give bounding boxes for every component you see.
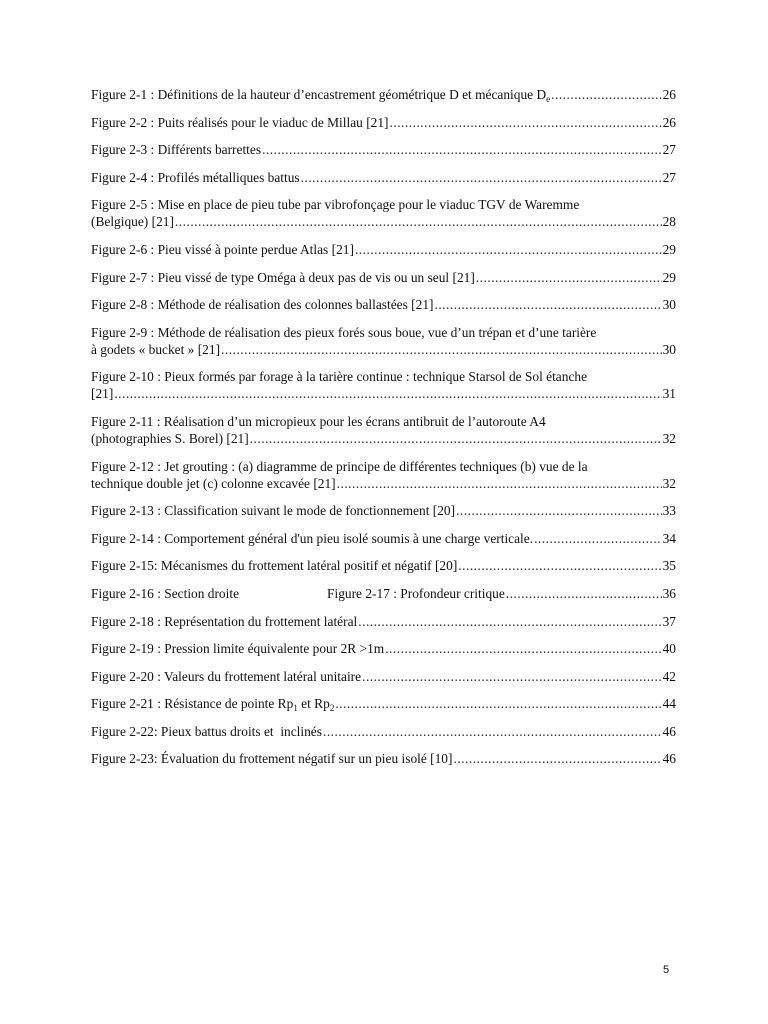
toc-entry-line1: Figure 2-5 : Mise en place de pieu tube par vibrofonçage pour le viaduc TGV de Waremme xyxy=(91,197,580,213)
toc-entry-page: 46 xyxy=(662,751,676,767)
toc-entry-text: Figure 2-7 : Pieu vissé de type Oméga à deux pas de vis ou un seul [21] xyxy=(91,269,475,285)
toc-entry-text: technique double jet (c) colonne excavée [21] xyxy=(91,475,336,491)
dot-leader xyxy=(250,430,662,447)
toc-entry-line1: Figure 2-9 : Méthode de réalisation des pieux forés sous boue, vue d’un trépan et d’une tarière xyxy=(91,324,597,340)
dot-leader xyxy=(506,585,662,602)
toc-entry-line1: Figure 2-11 : Réalisation d’un micropieux pour les écrans antibruit de l’autoroute A4 xyxy=(91,413,546,429)
dot-leader xyxy=(434,296,661,313)
toc-entry-text: Figure 2-17 : Profondeur critique xyxy=(327,585,505,601)
dot-leader xyxy=(358,613,661,630)
dot-leader xyxy=(221,341,662,358)
toc-entry-text: Figure 2-13 : Classification suivant le mode de fonctionnement [20] xyxy=(91,503,456,519)
toc-entry-page: 28 xyxy=(662,214,676,230)
toc-entry-text: Figure 2-2 : Puits réalisés pour le viaduc de Millau [21] xyxy=(91,114,389,130)
dot-leader xyxy=(385,640,661,657)
toc-entry-text: Figure 2-1 : Définitions de la hauteur d’encastrement géométrique D et mécanique D xyxy=(91,87,547,102)
toc-entry-text-2: et Rp xyxy=(297,696,330,712)
toc-entry-page: 26 xyxy=(662,87,676,102)
toc-entry-page: 34 xyxy=(662,530,676,546)
toc-entry-page: 42 xyxy=(662,668,676,684)
toc-entry-figure-2-11[interactable] xyxy=(91,413,676,447)
toc-entry-page: 33 xyxy=(662,503,676,519)
dot-leader xyxy=(551,86,661,103)
toc-entry-page: 36 xyxy=(662,585,676,601)
dot-leader xyxy=(362,668,662,685)
dot-leader xyxy=(390,114,662,131)
dot-leader xyxy=(456,502,662,519)
toc-entry-figure-2-10[interactable] xyxy=(91,368,676,402)
toc-entry-page: 29 xyxy=(662,241,676,257)
dot-leader xyxy=(301,169,662,186)
toc-entry-subscript: e xyxy=(546,94,551,104)
toc-entry-text: Figure 2-15: Mécanismes du frottement latéral positif et négatif [20] xyxy=(91,558,458,574)
toc-entry-text: Figure 2-19 : Pression limite équivalente pour 2R >1m xyxy=(91,641,385,657)
page-number: 5 xyxy=(663,964,670,976)
dot-leader xyxy=(323,723,662,740)
dot-leader xyxy=(337,475,662,492)
toc-entry-text: Figure 2-22: Pieux battus droits et inclinés xyxy=(91,723,322,739)
toc-entry-page: 44 xyxy=(662,696,676,712)
toc-entry-page: 40 xyxy=(662,641,676,657)
toc-entry-page: 32 xyxy=(662,475,676,491)
toc-entry-figure-2-13[interactable] xyxy=(91,502,676,519)
toc-entry-page: 31 xyxy=(662,386,676,402)
dot-leader xyxy=(458,557,661,574)
dot-leader xyxy=(476,269,662,286)
toc-entry-text: Figure 2-3 : Différents barrettes xyxy=(91,142,262,158)
toc-entry-text: Figure 2-23: Évaluation du frottement négatif sur un pieu isolé [10] xyxy=(91,751,453,767)
toc-entry-text: Figure 2-20 : Valeurs du frottement latéral unitaire xyxy=(91,668,362,684)
toc-entry-page: 37 xyxy=(662,613,676,629)
toc-entry-figure-2-5[interactable] xyxy=(91,196,676,230)
toc-entry-figure-2-9[interactable] xyxy=(91,324,676,358)
toc-entry-line1: Figure 2-12 : Jet grouting : (a) diagramme de principe de différentes techniques (b) vue de la xyxy=(91,458,588,474)
toc-entry-figure-2-2[interactable] xyxy=(91,114,676,131)
toc-entry-subscript-2: 2 xyxy=(329,703,335,714)
toc-entry-first-text: Figure 2-16 : Section droite xyxy=(91,585,240,601)
toc-entry-figure-2-12[interactable] xyxy=(91,458,676,492)
toc-entry-figure-2-6[interactable] xyxy=(91,241,676,258)
toc-entry-text: à godets « bucket » [21] xyxy=(91,341,221,357)
toc-entry-text: Figure 2-21 : Résistance de pointe Rp xyxy=(91,696,294,712)
toc-entry-figure-2-20[interactable] xyxy=(91,668,676,685)
toc-entry-line1: Figure 2-10 : Pieux formés par forage à la tarière continue : technique Starsol de Sol étanche xyxy=(91,369,588,385)
toc-entry-page: 27 xyxy=(662,142,676,158)
dot-leader xyxy=(335,695,661,712)
toc-entry-figure-2-15[interactable] xyxy=(91,557,676,574)
toc-entry-page: 26 xyxy=(662,114,676,130)
toc-entry-page: 46 xyxy=(662,723,676,739)
toc-entry-figure-2-1[interactable] xyxy=(91,86,676,103)
toc-entry-text: Figure 2-6 : Pieu vissé à pointe perdue Atlas [21] xyxy=(91,241,354,257)
toc-entry-figure-2-14[interactable] xyxy=(91,530,676,547)
toc-entry-figure-2-19[interactable] xyxy=(91,640,676,657)
toc-entry-figure-2-16-17[interactable] xyxy=(91,585,676,602)
toc-entry-subscript: 1 xyxy=(293,703,298,714)
toc-entry-figure-2-4[interactable] xyxy=(91,169,676,186)
toc-entry-text: Figure 2-18 : Représentation du frottement latéral xyxy=(91,613,358,629)
toc-entry-page: 32 xyxy=(662,430,676,446)
toc-entry-text: Figure 2-4 : Profilés métalliques battus xyxy=(91,169,300,185)
toc-entry-figure-2-21[interactable] xyxy=(91,695,676,712)
dot-leader xyxy=(262,141,662,158)
toc-entry-text: Figure 2-14 : Comportement général d'un pieu isolé soumis à une charge verticale. xyxy=(91,530,534,546)
toc-entry-figure-2-3[interactable] xyxy=(91,141,676,158)
toc-entry-text: (Belgique) [21] xyxy=(91,214,174,230)
toc-entry-figure-2-8[interactable] xyxy=(91,296,676,313)
dot-leader xyxy=(114,385,661,402)
dot-leader xyxy=(534,530,662,547)
toc-entry-text: (photographies S. Borel) [21] xyxy=(91,430,249,446)
dot-leader xyxy=(355,241,662,258)
toc-entry-text: [21] xyxy=(91,386,114,402)
toc-entry-page: 30 xyxy=(662,297,676,313)
toc-entry-page: 29 xyxy=(662,269,676,285)
toc-entry-figure-2-7[interactable] xyxy=(91,269,676,286)
toc-entry-figure-2-22[interactable] xyxy=(91,723,676,740)
dot-leader xyxy=(453,750,661,767)
toc-entry-page: 35 xyxy=(662,558,676,574)
toc-entry-figure-2-18[interactable] xyxy=(91,613,676,630)
toc-entry-page: 30 xyxy=(662,341,676,357)
list-of-figures xyxy=(91,86,676,778)
toc-entry-text: Figure 2-8 : Méthode de réalisation des colonnes ballastées [21] xyxy=(91,297,434,313)
toc-entry-page: 27 xyxy=(662,169,676,185)
toc-entry-figure-2-23[interactable] xyxy=(91,750,676,767)
dot-leader xyxy=(175,213,662,230)
